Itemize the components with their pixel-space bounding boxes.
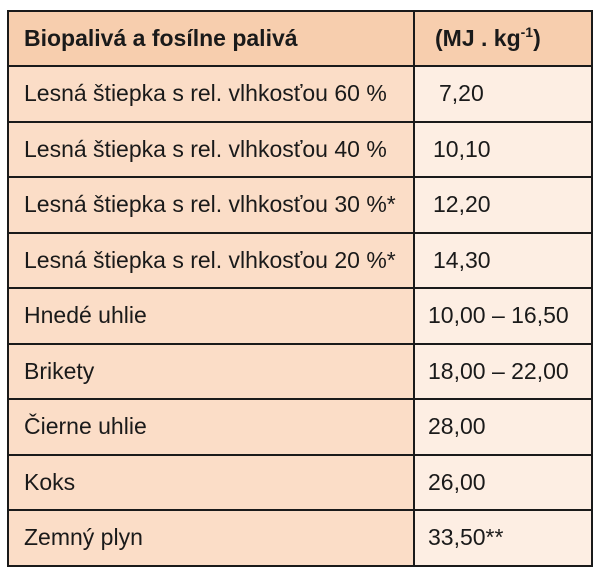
energy-value: 12,20 (433, 191, 491, 218)
energy-value-cell (414, 455, 592, 511)
table-row (8, 288, 592, 344)
energy-value-cell (414, 177, 592, 233)
fuel-name: Lesná štiepka s rel. vlhkosťou 40 % (24, 135, 387, 162)
fuel-name: Hnedé uhlie (24, 302, 147, 329)
energy-value: 28,00 (428, 413, 486, 440)
table-row (8, 399, 592, 455)
energy-value-cell (414, 288, 592, 344)
fuel-name-cell (8, 344, 414, 400)
energy-value-cell (414, 510, 592, 566)
energy-value: 7,20 (439, 80, 484, 107)
energy-value-cell (414, 344, 592, 400)
energy-value: 26,00 (428, 468, 486, 495)
fuel-name-cell (8, 399, 414, 455)
fuel-name-cell (8, 66, 414, 122)
header-unit-exponent: -1 (520, 24, 534, 40)
energy-value: 33,50** (428, 524, 504, 551)
table-row (8, 455, 592, 511)
table-row (8, 510, 592, 566)
fuel-name-cell (8, 455, 414, 511)
fuel-name: Zemný plyn (24, 524, 143, 551)
header-unit-prefix: (MJ . kg (435, 25, 521, 51)
fuel-name-cell (8, 122, 414, 178)
energy-value-cell (414, 399, 592, 455)
table-header-row (8, 11, 592, 66)
fuel-name-cell (8, 177, 414, 233)
table-row (8, 66, 592, 122)
fuel-name: Koks (24, 468, 76, 495)
fuel-name: Lesná štiepka s rel. vlhkosťou 60 % (24, 80, 387, 107)
fuel-name: Čierne uhlie (24, 413, 147, 440)
energy-value-cell (414, 122, 592, 178)
energy-value: 14,30 (433, 246, 491, 273)
table-row (8, 344, 592, 400)
fuel-name-cell (8, 288, 414, 344)
header-fuel-type-label: Biopalivá a fosílne palivá (24, 25, 298, 51)
fuel-name: Lesná štiepka s rel. vlhkosťou 30 %* (24, 191, 396, 218)
fuel-name-cell (8, 233, 414, 289)
fuel-energy-table (7, 10, 593, 567)
fuel-name: Lesná štiepka s rel. vlhkosťou 20 %* (24, 246, 396, 273)
energy-value-cell (414, 233, 592, 289)
table-row (8, 177, 592, 233)
energy-value: 10,00 – 16,50 (428, 302, 569, 329)
header-fuel-type (8, 11, 414, 66)
table-row (8, 233, 592, 289)
table-row (8, 122, 592, 178)
energy-value-cell (414, 66, 592, 122)
header-energy-unit (414, 11, 592, 66)
header-unit-suffix: ) (533, 25, 541, 51)
energy-value: 10,10 (433, 135, 491, 162)
fuel-name: Brikety (24, 357, 95, 384)
fuel-name-cell (8, 510, 414, 566)
energy-value: 18,00 – 22,00 (428, 357, 569, 384)
